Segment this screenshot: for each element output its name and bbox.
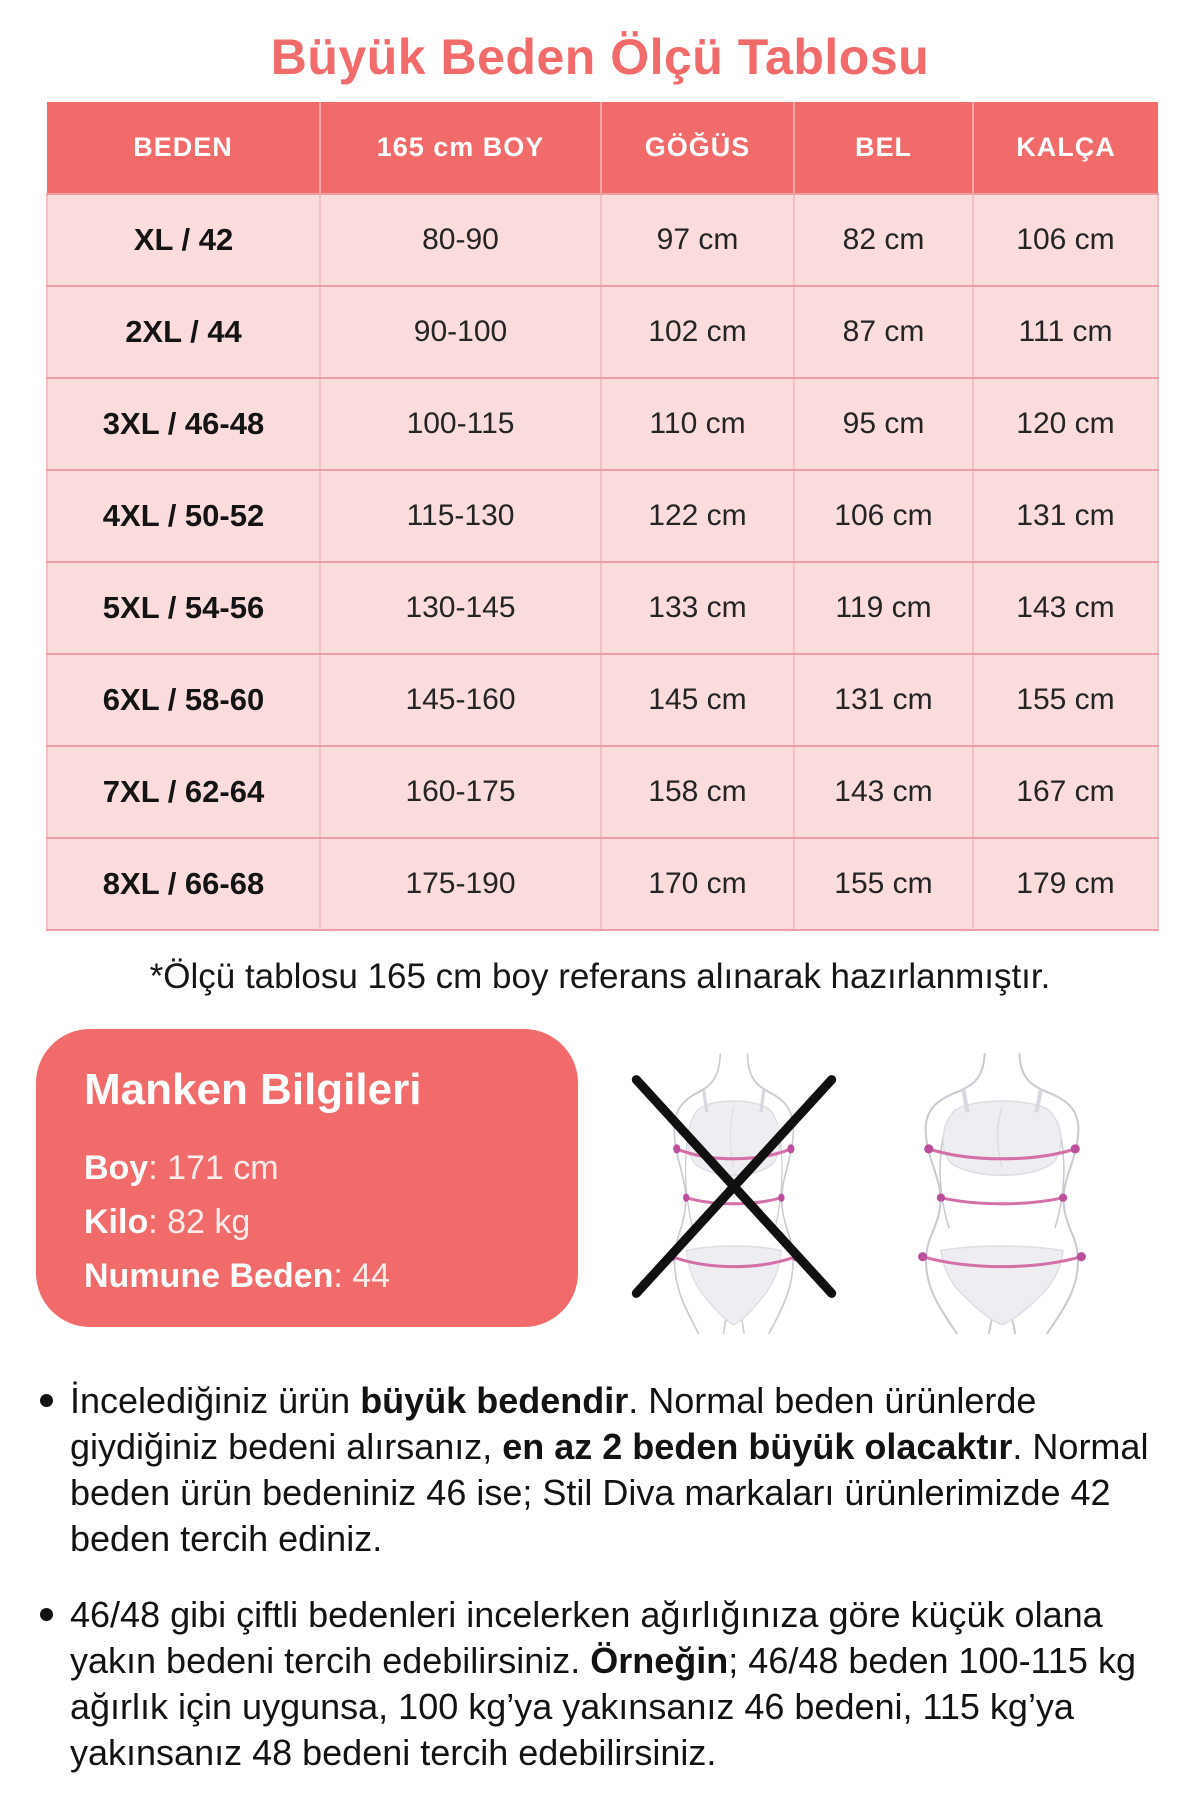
measure-cell: 90-100 (320, 286, 601, 378)
measure-cell: 102 cm (601, 286, 794, 378)
measure-cell: 120 cm (973, 378, 1158, 470)
notes-list (40, 1378, 1170, 1776)
measure-cell: 158 cm (601, 746, 794, 838)
measure-cell: 167 cm (973, 746, 1158, 838)
table-row (47, 378, 1158, 470)
model-info-section (36, 1029, 1200, 1334)
size-table-body (47, 194, 1158, 930)
measure-cell: 97 cm (601, 194, 794, 286)
measure-cell: 95 cm (794, 378, 973, 470)
measure-cell: 143 cm (973, 562, 1158, 654)
size-table (46, 102, 1159, 931)
measure-cell: 82 cm (794, 194, 973, 286)
column-header: GÖĞÜS (601, 102, 794, 194)
table-row (47, 562, 1158, 654)
size-cell: 5XL / 54-56 (47, 562, 320, 654)
table-header-row (47, 102, 1158, 194)
measure-cell: 131 cm (973, 470, 1158, 562)
slim-figure-icon (618, 1039, 850, 1334)
note-item: 46/48 gibi çiftli bedenleri incelerken ağırlığınıza göre küçük olana yakın bedeni tercih edebilirsiniz. Örneğin; 46/48 beden 100-115 kg ağırlık için uygunsa, 100 kg’ya yakınsanız 46 bedeni, 115 kg’ya yakınsanız 48 bedeni tercih edebilirsiniz. (40, 1592, 1160, 1776)
column-header: BEDEN (47, 102, 320, 194)
table-row (47, 838, 1158, 930)
measure-cell: 131 cm (794, 654, 973, 746)
table-row (47, 470, 1158, 562)
measure-cell: 133 cm (601, 562, 794, 654)
measure-cell: 155 cm (794, 838, 973, 930)
slim-body-crossed-out-illustration (618, 1039, 850, 1334)
footnote: *Ölçü tablosu 165 cm boy referans alınarak hazırlanmıştır. (149, 957, 1051, 996)
measure-cell: 111 cm (973, 286, 1158, 378)
plus-body-measurement-illustration (886, 1039, 1118, 1334)
column-header: 165 cm BOY (320, 102, 601, 194)
size-cell: 2XL / 44 (47, 286, 320, 378)
model-stat-row: Numune Beden: 44 (84, 1257, 391, 1295)
measure-cell: 175-190 (320, 838, 601, 930)
table-row (47, 746, 1158, 838)
note-item: İncelediğiniz ürün büyük bedendir. Normal beden ürünlerde giydiğiniz bedeni alırsanız, en az 2 beden büyük olacaktır. Normal beden ürün bedeniniz 46 ise; Stil Diva markaları ürünlerimizde 42 beden tercih ediniz. (40, 1378, 1160, 1562)
measure-cell: 80-90 (320, 194, 601, 286)
measure-cell: 170 cm (601, 838, 794, 930)
model-info-card (36, 1029, 578, 1327)
measure-cell: 100-115 (320, 378, 601, 470)
model-stats-list (84, 1141, 530, 1303)
measure-cell: 145 cm (601, 654, 794, 746)
size-cell: 7XL / 62-64 (47, 746, 320, 838)
model-stat-row: Boy: 171 cm (84, 1149, 279, 1187)
size-cell: XL / 42 (47, 194, 320, 286)
measure-cell: 160-175 (320, 746, 601, 838)
table-row (47, 286, 1158, 378)
size-cell: 6XL / 58-60 (47, 654, 320, 746)
measure-cell: 106 cm (973, 194, 1158, 286)
page-title: Büyük Beden Ölçü Tablosu (270, 29, 930, 85)
table-row (47, 654, 1158, 746)
measure-cell: 106 cm (794, 470, 973, 562)
plus-figure-icon (886, 1039, 1118, 1334)
size-cell: 4XL / 50-52 (47, 470, 320, 562)
measure-cell: 143 cm (794, 746, 973, 838)
measure-cell: 145-160 (320, 654, 601, 746)
figure-illustrations (618, 1029, 1118, 1334)
table-row (47, 194, 1158, 286)
measure-cell: 87 cm (794, 286, 973, 378)
measure-cell: 115-130 (320, 470, 601, 562)
measure-cell: 155 cm (973, 654, 1158, 746)
size-cell: 8XL / 66-68 (47, 838, 320, 930)
measure-cell: 110 cm (601, 378, 794, 470)
measure-cell: 179 cm (973, 838, 1158, 930)
column-header: BEL (794, 102, 973, 194)
measure-cell: 122 cm (601, 470, 794, 562)
column-header: KALÇA (973, 102, 1158, 194)
model-stat-row: Kilo: 82 kg (84, 1203, 251, 1241)
model-card-title: Manken Bilgileri (84, 1065, 422, 1114)
measure-cell: 130-145 (320, 562, 601, 654)
measure-cell: 119 cm (794, 562, 973, 654)
size-cell: 3XL / 46-48 (47, 378, 320, 470)
